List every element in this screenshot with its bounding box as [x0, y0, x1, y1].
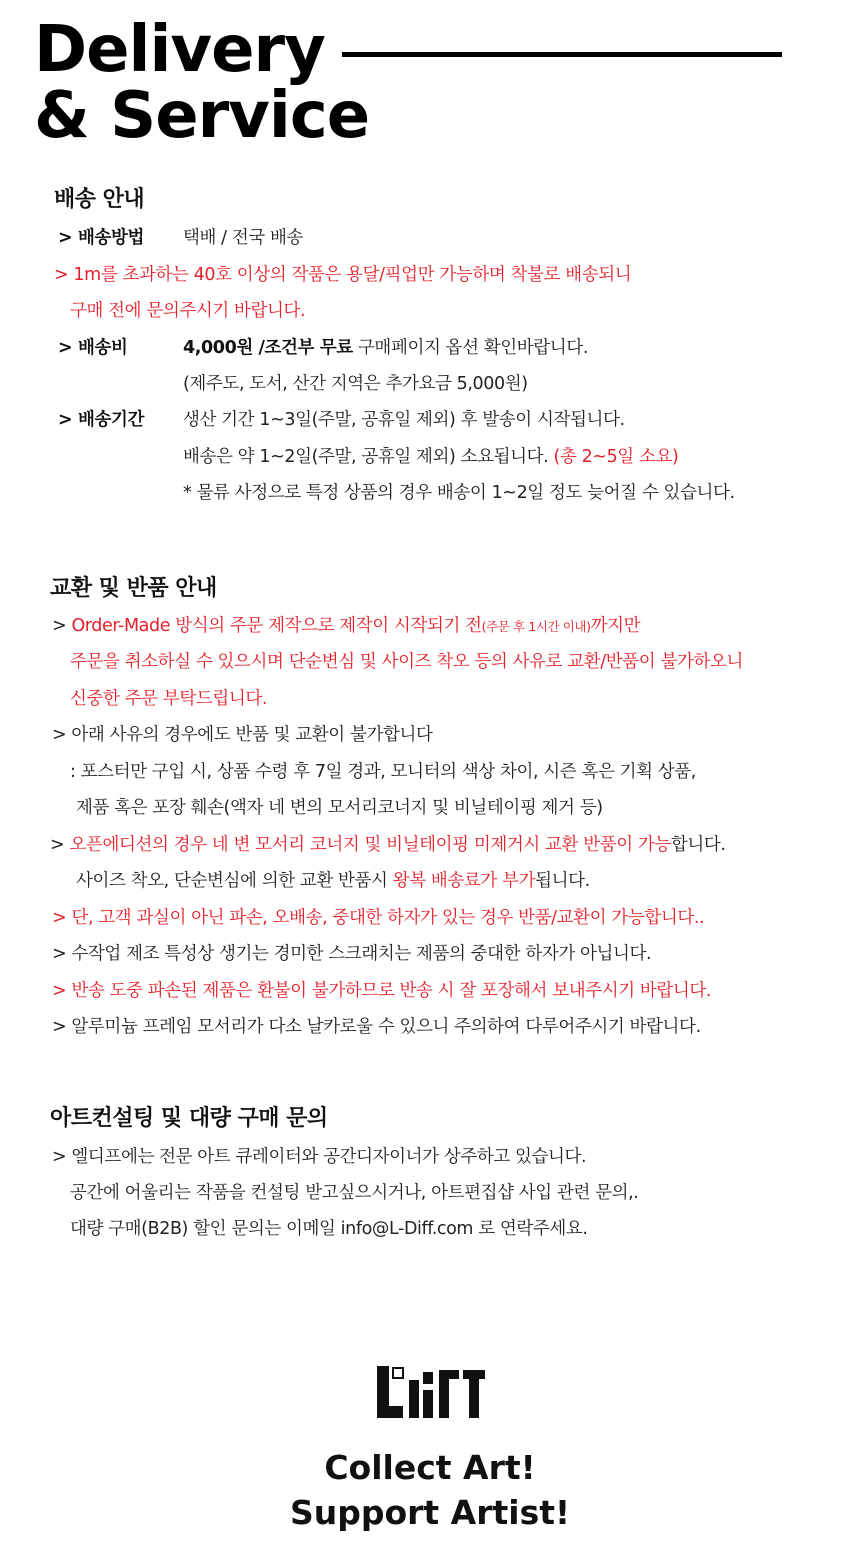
exchange-section-title: 교환 및 반품 안내: [50, 576, 217, 601]
delivery-section-title: 배송 안내: [54, 187, 145, 212]
exchange-line5: : 포스터만 구입 시, 상품 수령 후 7일 경과, 모니터의 색상 차이, 시즌 혹은 기획 상품,: [70, 762, 696, 782]
l-diff-logo: [377, 1366, 485, 1418]
exchange-line7-prefix: >: [50, 835, 70, 855]
consult-line1: > 엘디프에는 전문 아트 큐레이터와 공간디자이너가 상주하고 있습니다.: [52, 1147, 587, 1167]
exchange-line10: > 수작업 제조 특성상 생기는 경미한 스크래치는 제품의 중대한 하자가 아닙니다.: [52, 944, 652, 964]
exchange-line11-red: 반송 도중 파손된 제품은 환불이 불가하므로 반송 시 잘 포장해서 보내주시기 바랍니다.: [71, 981, 712, 1001]
exchange-line7-red: 오픈에디션의 경우 네 변 모서리 코너지 및 비닐테이핑 미제거시 교환 반품이 가능: [69, 835, 671, 855]
delivery-fee-rest: 구매페이지 옵션 확인바랍니다.: [352, 338, 588, 358]
hero-title-line1: Delivery: [34, 13, 325, 87]
exchange-line9-red: 단, 고객 과실이 아닌 파손, 오배송, 중대한 하자가 있는 경우 반품/교환이 가능합니다..: [71, 908, 705, 928]
delivery-period-total: (총 2~5일 소요): [553, 447, 679, 467]
consult-line2: 공간에 어울리는 작품을 컨설팅 받고싶으시거나, 아트편집샵 사입 관련 문의,.: [70, 1183, 639, 1203]
delivery-period-line1: 생산 기간 1~3일(주말, 공휴일 제외) 후 발송이 시작됩니다.: [183, 410, 625, 430]
footer-line1: Collect Art!: [324, 1448, 536, 1487]
exchange-line1-small: (주문 후 1시간 이내): [481, 619, 591, 634]
consult-line3: 대량 구매(B2B) 할인 문의는 이메일 info@L-Diff.com 로 연락주세요.: [70, 1219, 588, 1239]
delivery-period-line3: * 물류 사정으로 특정 상품의 경우 배송이 1~2일 정도 늦어질 수 있습니다.: [183, 483, 735, 503]
delivery-period-line2-text: 배송은 약 1~2일(주말, 공휴일 제외) 소요됩니다.: [183, 447, 554, 467]
consult-section-title: 아트컨설팅 및 대량 구매 문의: [50, 1106, 328, 1131]
exchange-line11-prefix: >: [52, 981, 72, 1001]
exchange-line6: 제품 혹은 포장 훼손(액자 네 변의 모서리코너지 및 비닐테이핑 제거 등): [76, 798, 603, 818]
exchange-line11: [52, 980, 711, 1002]
exchange-line9-prefix: >: [52, 908, 72, 928]
delivery-fee-bold: 4,000원 /조건부 무료: [183, 338, 353, 358]
delivery-fee-extra: (제주도, 도서, 산간 지역은 추가요금 5,000원): [183, 374, 528, 394]
footer-line2: Support Artist!: [289, 1493, 571, 1532]
exchange-line1: [52, 615, 640, 638]
delivery-method-label: > 배송방법: [58, 228, 144, 248]
delivery-period-line2: [183, 446, 678, 468]
exchange-line8-end: 됩니다.: [535, 871, 590, 891]
hero-title-line2: & Service: [34, 79, 370, 153]
exchange-line7: [50, 834, 726, 856]
exchange-line4: > 아래 사유의 경우에도 반품 및 교환이 불가합니다: [52, 725, 433, 745]
exchange-line2: 주문을 취소하실 수 있으시며 단순변심 및 사이즈 착오 등의 사유로 교환/반품이 불가하오니: [70, 652, 743, 672]
hero-rule: [342, 52, 782, 57]
exchange-line8-start: 사이즈 착오, 단순변심에 의한 교환 반품시: [76, 871, 393, 891]
exchange-line1-prefix: >: [52, 616, 72, 636]
delivery-method-value: 택배 / 전국 배송: [183, 228, 304, 248]
delivery-fee-line: [183, 337, 588, 359]
exchange-line9: [52, 907, 704, 929]
delivery-period-label: > 배송기간: [58, 410, 144, 430]
exchange-line8: [76, 870, 590, 892]
exchange-line3: 신중한 주문 부탁드립니다.: [70, 689, 268, 709]
delivery-notice-line1: > 1m를 초과하는 40호 이상의 작품은 용달/픽업만 가능하며 착불로 배송되니: [54, 265, 632, 285]
exchange-line1-end: 까지만: [590, 616, 641, 636]
exchange-line7-end: 합니다.: [670, 835, 726, 855]
exchange-line8-red: 왕복 배송료가 부가: [392, 871, 536, 891]
delivery-notice-line2: 구매 전에 문의주시기 바랍니다.: [70, 301, 306, 321]
exchange-line12: > 알루미늄 프레임 모서리가 다소 날카로울 수 있으니 주의하여 다루어주시기 바랍니다.: [52, 1017, 701, 1037]
delivery-fee-label: > 배송비: [58, 338, 128, 358]
exchange-line1-red: Order-Made 방식의 주문 제작으로 제작이 시작되기 전: [71, 616, 482, 636]
